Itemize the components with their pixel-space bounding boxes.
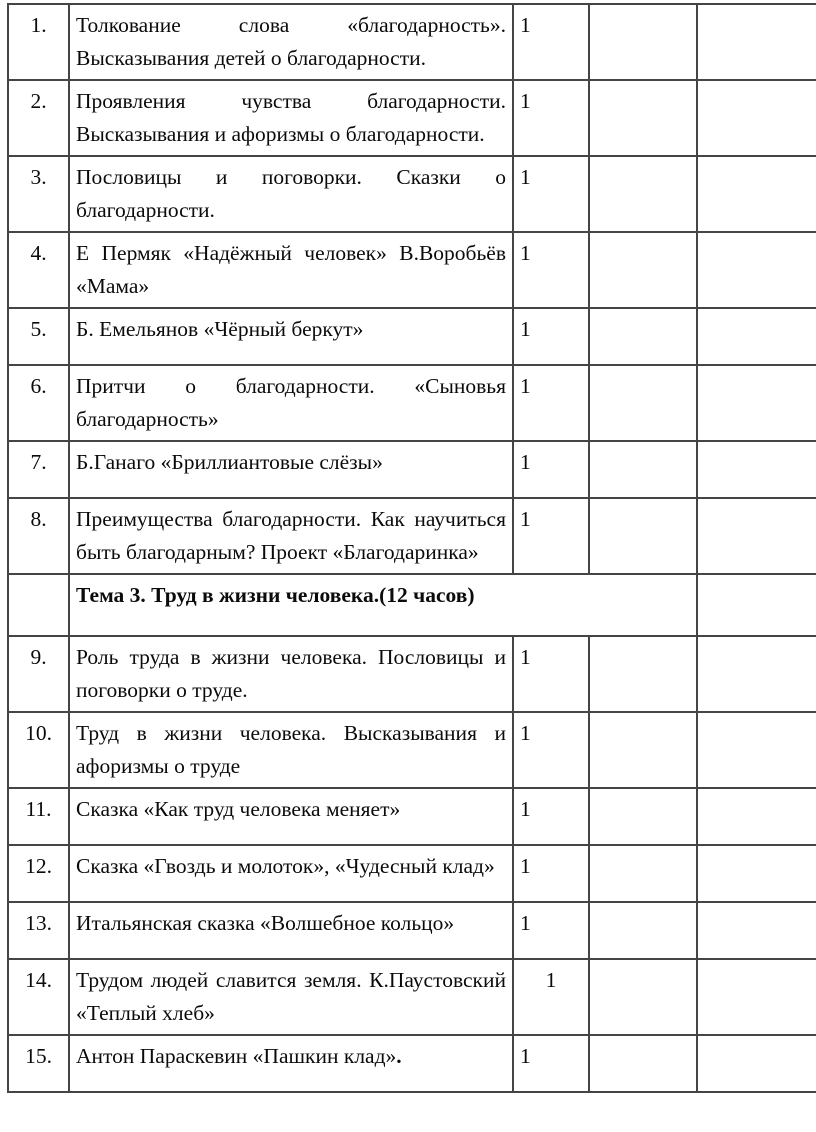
topic-cell: Преимущества благодарности. Как научиться быть благодарным? Проект «Благодаринка»: [69, 498, 513, 574]
table-row: [8, 4, 816, 80]
row-number: 10.: [8, 712, 69, 788]
hours-cell: 1: [513, 788, 589, 845]
row-number: 14.: [8, 959, 69, 1035]
empty-cell: [697, 4, 816, 80]
topic-text: Антон Параскевин «Пашкин клад»: [76, 1044, 397, 1068]
empty-cell: [697, 365, 816, 441]
row-number: 5.: [8, 308, 69, 365]
empty-cell: [589, 788, 697, 845]
row-number: 1.: [8, 4, 69, 80]
empty-cell: [697, 902, 816, 959]
topic-cell: Притчи о благодарности. «Сыновья благодарность»: [69, 365, 513, 441]
row-number: 6.: [8, 365, 69, 441]
table-row: [8, 902, 816, 959]
topic-cell: Толкование слова «благодарность». Высказывания детей о благодарности.: [69, 4, 513, 80]
topic-cell: Сказка «Как труд человека меняет»: [69, 788, 513, 845]
topic-cell: Трудом людей славится земля. К.Паустовский «Теплый хлеб»: [69, 959, 513, 1035]
lesson-schedule-table: [7, 3, 816, 1093]
empty-cell: [589, 1035, 697, 1092]
hours-cell: 1: [513, 80, 589, 156]
empty-cell: [589, 959, 697, 1035]
empty-cell: [589, 365, 697, 441]
empty-cell: [589, 845, 697, 902]
table-row: [8, 308, 816, 365]
hours-cell: 1: [513, 4, 589, 80]
empty-cell: [589, 80, 697, 156]
table-row: [8, 156, 816, 232]
topic-cell: Сказка «Гвоздь и молоток», «Чудесный клад»: [69, 845, 513, 902]
empty-cell: [697, 1035, 816, 1092]
row-number: 3.: [8, 156, 69, 232]
empty-cell: [697, 712, 816, 788]
empty-cell: [697, 959, 816, 1035]
table-row: [8, 365, 816, 441]
topic-cell: Проявления чувства благодарности. Высказывания и афоризмы о благодарности.: [69, 80, 513, 156]
hours-cell: 1: [513, 441, 589, 498]
empty-cell: [697, 636, 816, 712]
topic-cell: Пословицы и поговорки. Сказки о благодарности.: [69, 156, 513, 232]
row-number: 9.: [8, 636, 69, 712]
empty-cell: [589, 232, 697, 308]
hours-cell: 1: [513, 902, 589, 959]
row-number: 15.: [8, 1035, 69, 1092]
row-number: 8.: [8, 498, 69, 574]
row-number: 4.: [8, 232, 69, 308]
topic-cell: [69, 1035, 513, 1092]
empty-cell: [697, 788, 816, 845]
hours-cell: 1: [513, 365, 589, 441]
table-row: [8, 1035, 816, 1092]
empty-cell: [697, 156, 816, 232]
topic-cell: Труд в жизни человека. Высказывания и афоризмы о труде: [69, 712, 513, 788]
hours-cell: 1: [513, 498, 589, 574]
hours-cell: 1: [513, 1035, 589, 1092]
table-row: [8, 712, 816, 788]
table-row: [8, 845, 816, 902]
hours-cell: 1: [513, 636, 589, 712]
table-row: [8, 959, 816, 1035]
topic-cell: Е Пермяк «Надёжный человек» В.Воробьёв «Мама»: [69, 232, 513, 308]
empty-cell: [589, 4, 697, 80]
topic-cell: Роль труда в жизни человека. Пословицы и поговорки о труде.: [69, 636, 513, 712]
empty-cell: [8, 574, 69, 636]
empty-cell: [589, 712, 697, 788]
hours-cell: 1: [513, 845, 589, 902]
table-row: [8, 636, 816, 712]
empty-cell: [589, 441, 697, 498]
hours-cell: 1: [513, 308, 589, 365]
section-header-row: [8, 574, 816, 636]
empty-cell: [589, 498, 697, 574]
topic-cell: Б. Емельянов «Чёрный беркут»: [69, 308, 513, 365]
empty-cell: [589, 902, 697, 959]
table-row: [8, 498, 816, 574]
empty-cell: [589, 308, 697, 365]
row-number: 13.: [8, 902, 69, 959]
hours-cell: 1: [513, 232, 589, 308]
empty-cell: [697, 574, 816, 636]
table-row: [8, 441, 816, 498]
table-row: [8, 80, 816, 156]
topic-cell: Итальянская сказка «Волшебное кольцо»: [69, 902, 513, 959]
empty-cell: [697, 308, 816, 365]
row-number: 7.: [8, 441, 69, 498]
empty-cell: [697, 845, 816, 902]
empty-cell: [697, 441, 816, 498]
row-number: 12.: [8, 845, 69, 902]
row-number: 11.: [8, 788, 69, 845]
table-row: [8, 232, 816, 308]
row-number: 2.: [8, 80, 69, 156]
hours-cell: 1: [513, 156, 589, 232]
section-title: Тема 3. Труд в жизни человека.(12 часов): [69, 574, 697, 636]
topic-cell: Б.Ганаго «Бриллиантовые слёзы»: [69, 441, 513, 498]
empty-cell: [697, 498, 816, 574]
table-row: [8, 788, 816, 845]
empty-cell: [589, 156, 697, 232]
hours-cell: 1: [513, 712, 589, 788]
empty-cell: [697, 232, 816, 308]
hours-cell: 1: [513, 959, 589, 1035]
empty-cell: [589, 636, 697, 712]
empty-cell: [697, 80, 816, 156]
topic-bold-period: .: [396, 1044, 402, 1068]
